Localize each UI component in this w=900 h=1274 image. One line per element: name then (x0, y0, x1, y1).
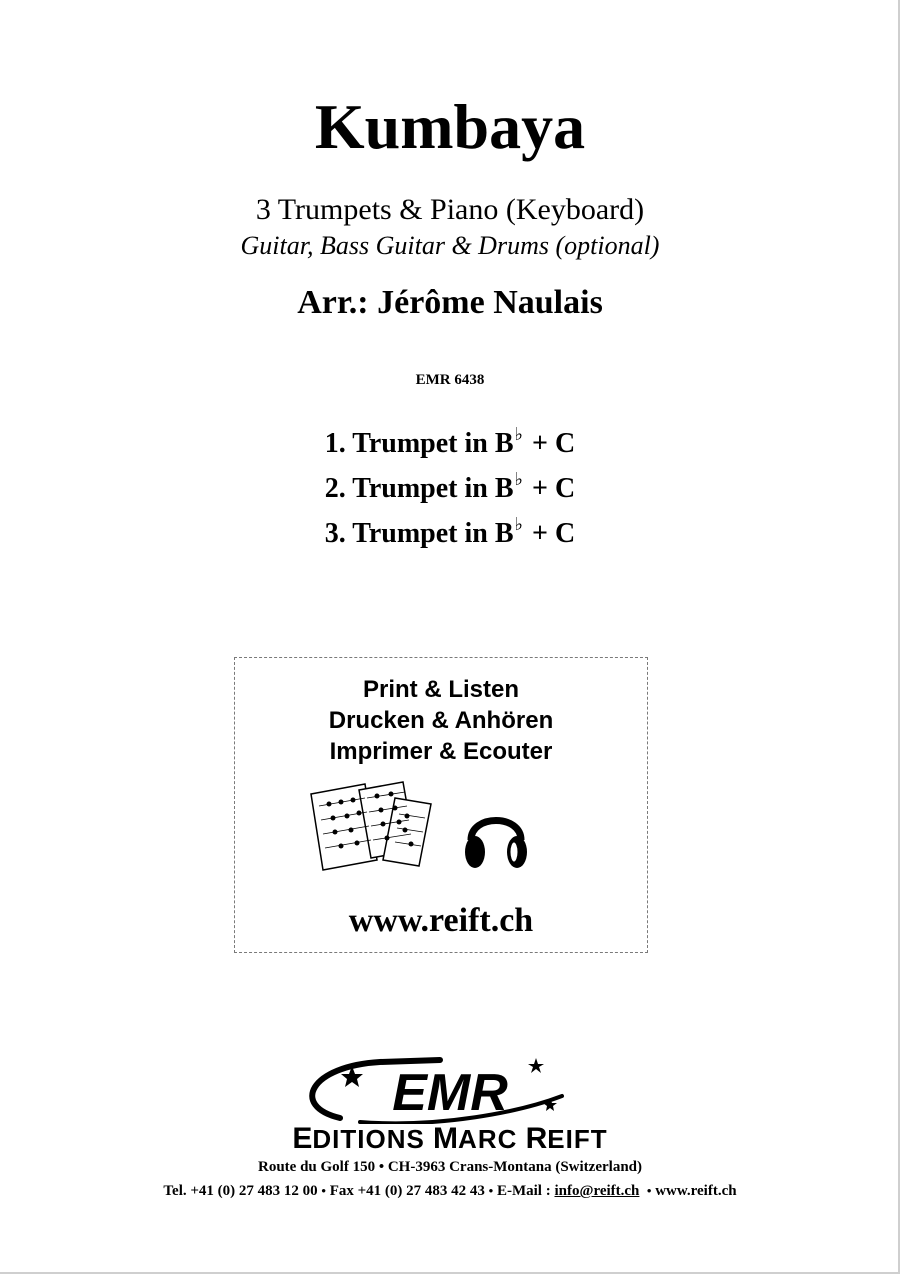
publisher-contact (0, 1183, 900, 1200)
headphones-icon (461, 800, 531, 872)
flat-sign: ♭ (514, 469, 524, 489)
part-suffix: + C (532, 473, 576, 504)
print-listen-box (234, 657, 648, 953)
flat-sign: ♭ (514, 514, 524, 534)
flat-sign: ♭ (514, 424, 524, 444)
part-suffix: + C (532, 518, 576, 549)
part-list-item (0, 424, 900, 460)
optional-instruments: Guitar, Bass Guitar & Drums (optional) (240, 231, 660, 260)
promo-line-english: Print & Listen (362, 676, 519, 703)
brand-part: EIFT (547, 1124, 608, 1154)
separator: • (488, 1183, 494, 1198)
arranger: Arr.: Jérôme Naulais (297, 284, 603, 321)
part-list-item (0, 514, 900, 550)
email-label: E-Mail : (496, 1183, 551, 1199)
part-label: 1. Trumpet in B (324, 428, 514, 459)
part-list-item (0, 469, 900, 505)
brand-part: ARC (458, 1124, 518, 1154)
catalog-code: EMR 6438 (415, 372, 485, 388)
promo-website: www.reift.ch (348, 902, 534, 939)
brand-initial: E (292, 1122, 313, 1155)
separator: • (321, 1183, 326, 1198)
promo-line-french: Imprimer & Ecouter (329, 738, 553, 765)
brand-initial: M (433, 1122, 459, 1155)
page-title: Kumbaya (314, 91, 586, 162)
emr-logo (300, 1052, 580, 1124)
promo-line-german: Drucken & Anhören (328, 707, 554, 734)
publisher-name (0, 1122, 900, 1156)
brand-initial: R (525, 1122, 548, 1155)
sheet-music-icon (307, 780, 439, 872)
logo-text: EMR (392, 1064, 508, 1122)
publisher-address: Route du Golf 150 • CH-3963 Crans-Montana (Switzerland) (258, 1159, 642, 1175)
brand-part: DITIONS (312, 1124, 425, 1154)
separator: • (646, 1183, 652, 1198)
email-link[interactable]: info@reift.ch (554, 1183, 640, 1199)
part-label: 3. Trumpet in B (324, 518, 514, 549)
instrumentation: 3 Trumpets & Piano (Keyboard) (255, 193, 645, 226)
part-suffix: + C (532, 428, 576, 459)
website-link[interactable]: www.reift.ch (655, 1183, 737, 1199)
part-label: 2. Trumpet in B (324, 473, 514, 504)
phone-number: Tel. +41 (0) 27 483 12 00 (163, 1183, 318, 1199)
fax-number: Fax +41 (0) 27 483 42 43 (329, 1183, 485, 1199)
